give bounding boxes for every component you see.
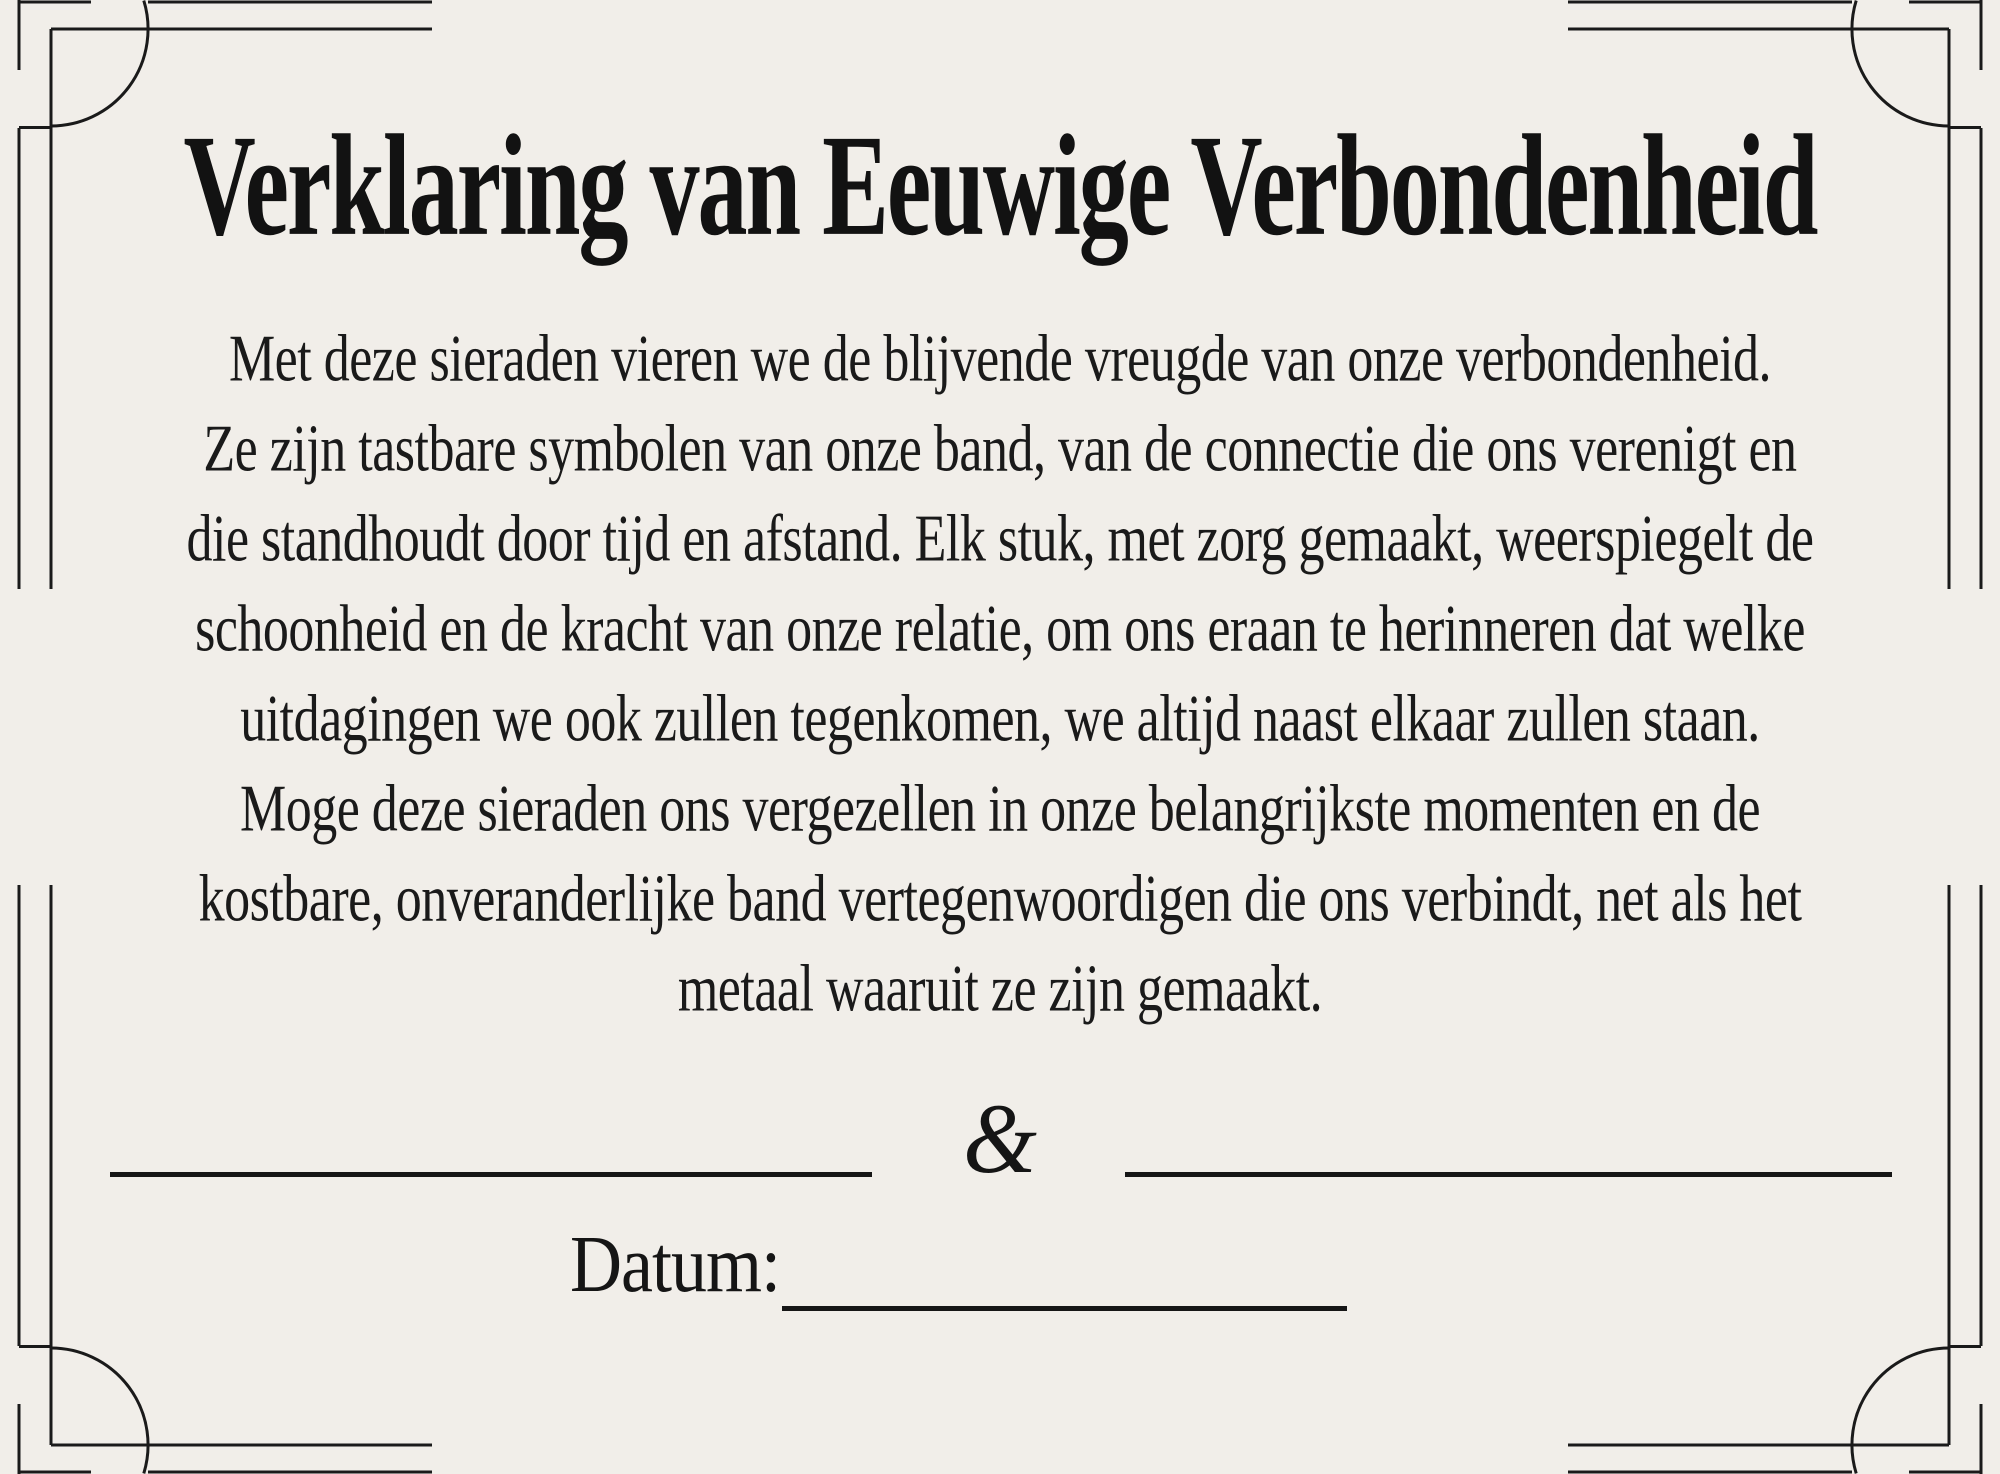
date-label: Datum: bbox=[570, 1219, 780, 1310]
certificate-body-line: die standhoudt door tijd en afstand. Elk stuk, met zorg gemaakt, weerspiegelt de bbox=[186, 502, 1814, 576]
signature-line-right bbox=[1125, 1172, 1892, 1177]
certificate-body-line: kostbare, onveranderlijke band vertegenwoordigen die ons verbindt, net als het bbox=[198, 862, 1802, 936]
certificate-body-line: uitdagingen we ook zullen tegenkomen, we altijd naast elkaar zullen staan. bbox=[240, 682, 1760, 756]
corner-ornament-top-left bbox=[19, 0, 432, 589]
certificate-body-line: Ze zijn tastbare symbolen van onze band, van de connectie die ons verenigt en bbox=[203, 412, 1797, 486]
certificate-body-line: schoonheid en de kracht van onze relatie, om ons eraan te herinneren dat welke bbox=[195, 592, 1805, 666]
certificate-title: Verklaring van Eeuwige Verbondenheid bbox=[183, 104, 1817, 266]
date-fill-line bbox=[782, 1306, 1347, 1311]
corner-ornament-top-right bbox=[1568, 0, 1981, 589]
certificate-body-line: Met deze sieraden vieren we de blijvende vreugde van onze verbondenheid. bbox=[228, 322, 1772, 396]
signature-line-left bbox=[110, 1172, 872, 1177]
ampersand-separator: & bbox=[963, 1082, 1037, 1195]
certificate-body-line: metaal waaruit ze zijn gemaakt. bbox=[677, 952, 1323, 1026]
certificate-body-line: Moge deze sieraden ons vergezellen in onze belangrijkste momenten en de bbox=[239, 772, 1761, 846]
